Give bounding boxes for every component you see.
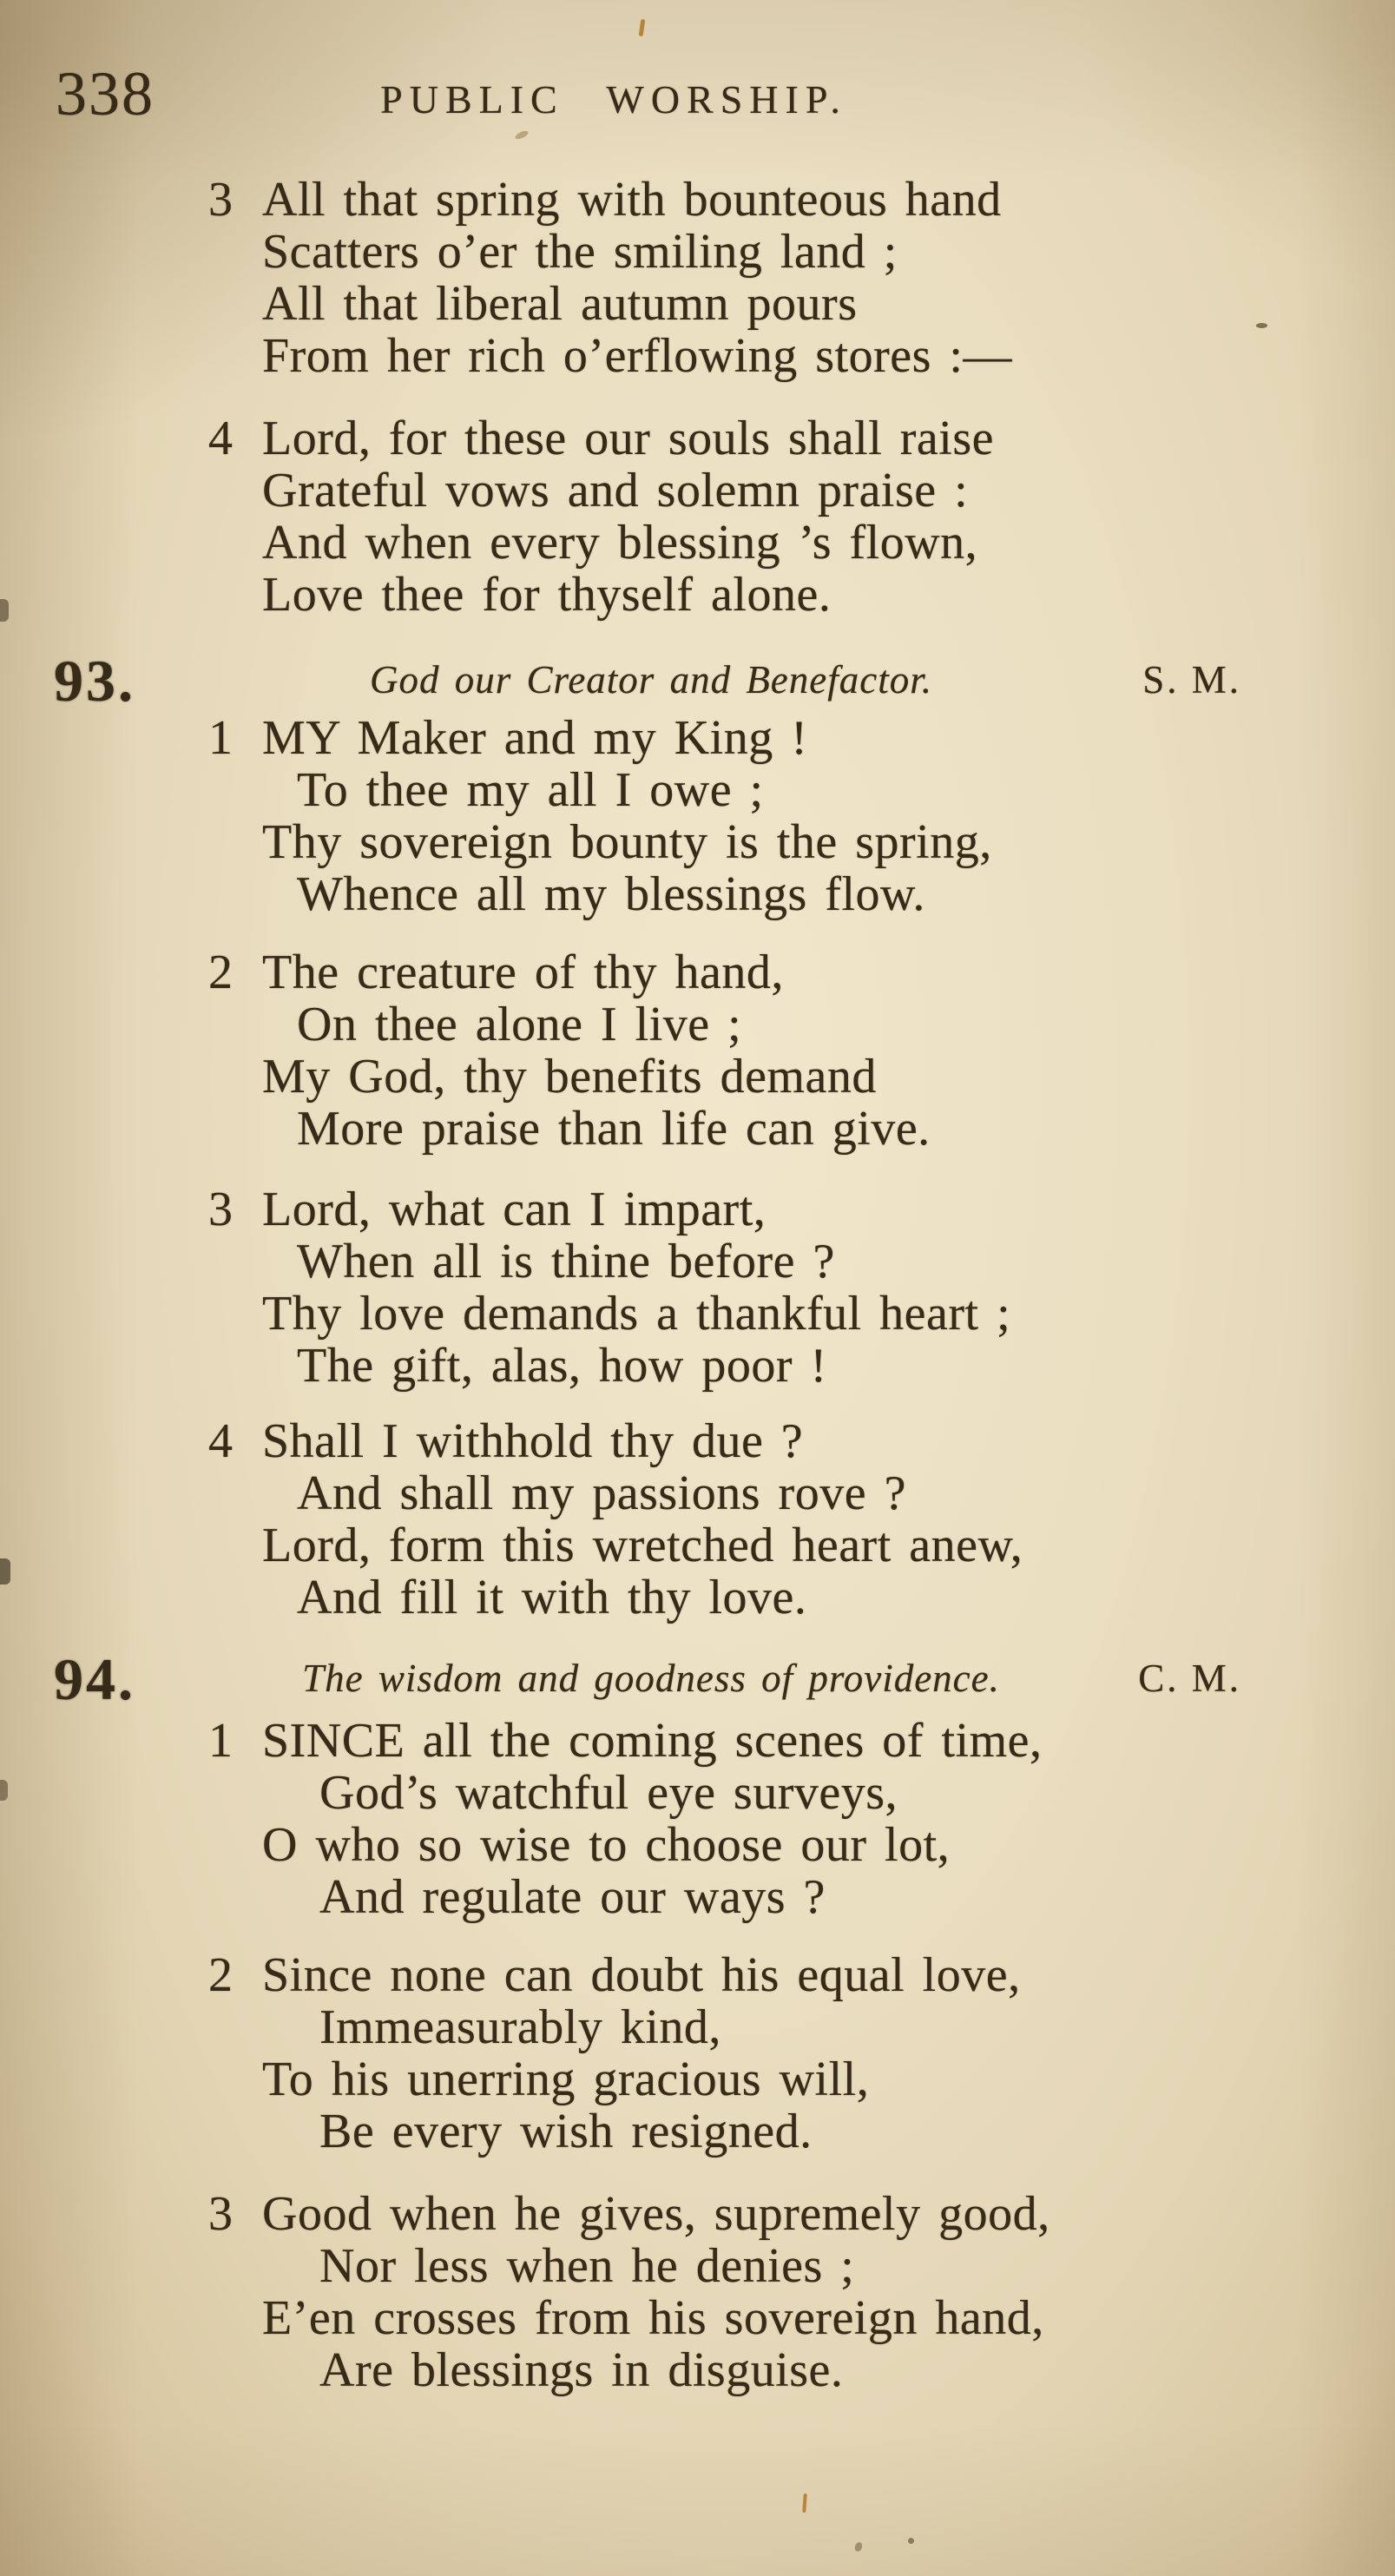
- verse-line: Lord, form this wretched heart anew,: [262, 1519, 1023, 1572]
- stanza-number: 3: [208, 173, 234, 227]
- stanza-number: 3: [208, 2187, 234, 2241]
- hymn-title-wrap: [52, 658, 1250, 702]
- verse-text: SINCE all the coming scenes of time,: [262, 1714, 1043, 1768]
- paper-speck: [802, 2494, 807, 2513]
- stanza-number: 1: [208, 711, 234, 765]
- stanza: [208, 945, 931, 1156]
- stanza-number: 1: [208, 1714, 234, 1768]
- verse-line: All that liberal autumn pours: [262, 277, 858, 331]
- verse-line: Are blessings in disguise.: [319, 2343, 844, 2397]
- verse-line: Nor less when he denies ;: [319, 2239, 855, 2293]
- verse-line: On thee alone I live ;: [297, 998, 742, 1051]
- hymn-number: 94.: [54, 1646, 135, 1712]
- verse-line: From her rich o’erflowing stores :—: [262, 329, 1012, 383]
- hymn-heading: [0, 1644, 1302, 1723]
- verse-text: All that spring with bounteous hand: [262, 173, 1002, 227]
- paper-speck: [1256, 323, 1267, 328]
- stanza-number: 3: [208, 1183, 234, 1236]
- verse-line: When all is thine before ?: [297, 1235, 835, 1288]
- paper-speck: [0, 1780, 8, 1801]
- verse-text: Shall I withhold thy due ?: [262, 1414, 804, 1468]
- hymn-title: The wisdom and goodness of providence.: [302, 1657, 1000, 1700]
- verse-line: Scatters o’er the smiling land ;: [262, 225, 898, 279]
- verse-line: [208, 2187, 1050, 2241]
- verse-line: [208, 945, 931, 999]
- verse-line: Thy sovereign bounty is the spring,: [262, 815, 992, 869]
- page-number: 338: [56, 59, 155, 128]
- verse-line: God’s watchful eye surveys,: [319, 1766, 898, 1820]
- verse-line: And when every blessing ’s flown,: [262, 516, 978, 570]
- verse-line: And regulate our ways ?: [319, 1870, 826, 1924]
- running-head: PUBLIC WORSHIP.: [380, 77, 847, 122]
- verse-line: [208, 1714, 1043, 1768]
- stanza: [208, 1948, 1021, 2158]
- stanza: [208, 173, 1012, 383]
- stanza-number: 2: [208, 1948, 234, 2002]
- verse-line: [208, 173, 1012, 227]
- verse-line: [208, 1948, 1021, 2002]
- paper-speck: [0, 599, 9, 622]
- stanza: [208, 711, 992, 921]
- verse-line: Whence all my blessings flow.: [297, 867, 925, 921]
- hymn-title: God our Creator and Benefactor.: [369, 658, 933, 702]
- verse-text: Lord, for these our souls shall raise: [262, 412, 994, 465]
- verse-text: Since none can doubt his equal love,: [262, 1948, 1021, 2002]
- verse-line: To his unerring gracious will,: [262, 2052, 870, 2106]
- stanza: [208, 1414, 1023, 1624]
- hymn-title-wrap: [52, 1659, 1250, 1698]
- paper-speck: [0, 1558, 10, 1584]
- verse-text: The creature of thy hand,: [262, 945, 784, 999]
- verse-line: Immeasurably kind,: [319, 2000, 721, 2054]
- verse-text: Good when he gives, supremely good,: [262, 2187, 1050, 2241]
- stanza-number: 2: [208, 945, 234, 999]
- paper-speck: [908, 2538, 914, 2544]
- stanza: [208, 1714, 1043, 1924]
- verse-line: Be every wish resigned.: [319, 2105, 813, 2158]
- verse-line: Thy love demands a thankful heart ;: [262, 1287, 1011, 1341]
- verse-line: O who so wise to choose our lot,: [262, 1818, 951, 1872]
- verse-line: The gift, alas, how poor !: [297, 1339, 827, 1393]
- stanza-number: 4: [208, 1414, 234, 1468]
- verse-line: My God, thy benefits demand: [262, 1050, 877, 1104]
- verse-line: Love thee for thyself alone.: [262, 568, 832, 622]
- verse-text: Lord, what can I impart,: [262, 1183, 767, 1236]
- verse-line: [208, 1183, 1010, 1236]
- paper-speck: [639, 19, 646, 37]
- verse-line: [208, 1414, 1023, 1468]
- paper-speck: [853, 2541, 863, 2553]
- paper-speck: [514, 129, 529, 141]
- verse-text: MY Maker and my King !: [262, 711, 808, 765]
- verse-line: To thee my all I owe ;: [297, 763, 764, 817]
- verse-line: And fill it with thy love.: [297, 1571, 807, 1624]
- verse-line: More praise than life can give.: [297, 1102, 931, 1156]
- verse-line: Grateful vows and solemn praise :: [262, 464, 969, 517]
- stanza: [208, 2187, 1050, 2397]
- verse-line: And shall my passions rove ?: [297, 1466, 906, 1520]
- hymn-number: 93.: [54, 648, 135, 714]
- stanza: [208, 1183, 1011, 1393]
- verse-line: E’en crosses from his sovereign hand,: [262, 2291, 1044, 2345]
- hymn-meter: S. M.: [1142, 658, 1241, 702]
- verse-line: [208, 412, 994, 465]
- stanza-number: 4: [208, 412, 234, 465]
- hymn-meter: C. M.: [1138, 1657, 1241, 1700]
- stanza: [208, 412, 994, 622]
- verse-line: [208, 711, 992, 765]
